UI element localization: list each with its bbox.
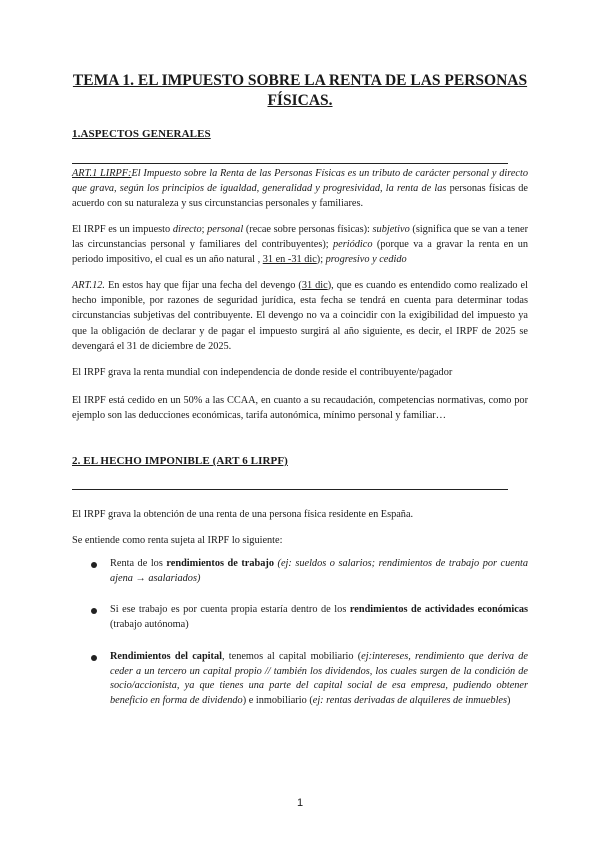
bullet-icon xyxy=(91,608,97,614)
section-heading-hecho-imponible: 2. EL HECHO IMPONIBLE (ART 6 LIRPF) xyxy=(72,455,288,467)
page-title: TEMA 1. EL IMPUESTO SOBRE LA RENTA DE LAS PERSONAS FÍSICAS. xyxy=(72,72,528,109)
paragraph-cesion-ccaa: El IRPF está cedido en un 50% a las CCAA, en cuanto a su recaudación, competencias normativas, como por ejemplo son las deducciones económicas, tarifa autonómica, mínimo personal y familiar… xyxy=(72,395,528,422)
paragraph-renta-sujeta-intro: Se entiende como renta sujeta al IRPF lo siguiente: xyxy=(72,535,283,546)
section-divider xyxy=(72,489,508,490)
art1-definition: El Impuesto sobre la Renta de las Personas Físicas es un tributo de carácter personal y directo que grava, según los principios de igualdad, generalidad y progresividad, la renta de las xyxy=(72,168,528,195)
list-item-actividades-economicas: Si ese trabajo es por cuenta propia estaría dentro de los rendimientos de actividades económicas (trabajo autónoma) xyxy=(110,604,528,630)
list-item-rendimientos-capital: Rendimientos del capital, tenemos al capital mobiliario (ej:intereses, rendimiento que deriva de ceder a un tercero un capital propio // también los dividendos, los cuales surgen de la condición de socio/accionista, ya que tienes una parte del capital social de esa empresa, pudiendo obtener beneficio en forma de dividendo) e inmobiliario (ej: rentas derivadas de alquileres de inmuebles) xyxy=(110,651,528,706)
paragraph-hecho-imponible: El IRPF grava la obtención de una renta de una persona física residente en España. xyxy=(72,509,414,520)
tax-period-dates: 31 en -31 dic xyxy=(262,254,317,266)
art1-reference: ART.1 LIRPF: xyxy=(72,168,132,179)
art12-reference: ART.12. xyxy=(72,280,105,291)
art1-definition-rest: personas físicas de acuerdo con su naturaleza y sus circunstancias personales y familiares. xyxy=(72,183,528,210)
page-number: 1 xyxy=(296,797,304,809)
list-item-rendimientos-trabajo: Renta de los rendimientos de trabajo (ej: sueldos o salarios; rendimientos de trabajo por cuenta ajena → asalariados) xyxy=(110,558,528,584)
paragraph-renta-mundial: El IRPF grava la renta mundial con independencia de donde reside el contribuyente/pagador xyxy=(72,367,453,378)
paragraph-art12-devengo: ART.12. En estos hay que fijar una fecha del devengo (31 dic), que es cuando es entendido como realizado el hecho imponible, por razones de seguridad jurídica, esta fecha se tendrá en cuenta para determinar todas circunstancias subjetivas del contribuyente. El devengo no va a coincidir con la exigibilidad del impuesto ya que la obligación de declarar y de pagar el impuesto surgirá al año siguiente, es decir, el IRPF de 2025 se devengará el 31 de diciembre de 2025. xyxy=(72,280,528,352)
devengo-date: 31 dic xyxy=(301,280,328,291)
bullet-icon xyxy=(91,655,97,661)
paragraph-irpf-characteristics: El IRPF es un impuesto directo; personal (recae sobre personas físicas): subjetivo (significa que se van a tener las circunstancias personal y familiares del contribuyentes); periódico (porque va a gravar la renta en un periodo impositivo, el cual es un año natural , 31 en -31 dic); progresivo y cedido xyxy=(72,224,529,266)
bullet-icon xyxy=(91,562,97,568)
section-heading-aspectos-generales: 1.ASPECTOS GENERALES xyxy=(72,128,211,140)
paragraph-art1 xyxy=(72,166,528,212)
section-divider xyxy=(72,163,508,164)
